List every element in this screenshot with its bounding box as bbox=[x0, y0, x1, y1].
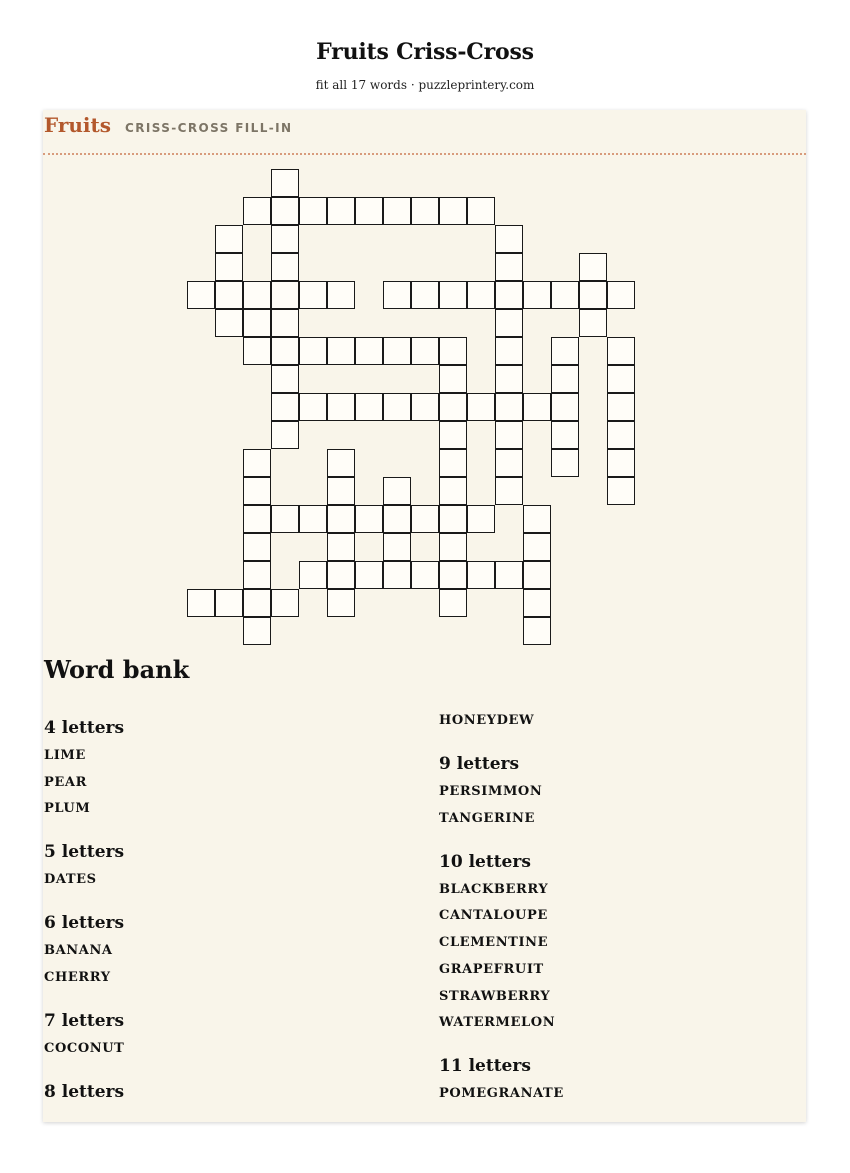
word-bank-entry: BLACKBERRY bbox=[439, 881, 549, 897]
grid-cell[interactable] bbox=[271, 337, 299, 365]
grid-cell[interactable] bbox=[271, 169, 299, 197]
grid-cell[interactable] bbox=[271, 281, 299, 309]
grid-cell[interactable] bbox=[495, 309, 523, 337]
grid-cell[interactable] bbox=[327, 477, 355, 505]
grid-cell[interactable] bbox=[495, 281, 523, 309]
grid-cell[interactable] bbox=[607, 281, 635, 309]
grid-cell[interactable] bbox=[299, 337, 327, 365]
word-group-heading: 7 letters bbox=[44, 1011, 125, 1032]
grid-cell[interactable] bbox=[523, 617, 551, 645]
grid-cell[interactable] bbox=[383, 477, 411, 505]
grid-cell[interactable] bbox=[299, 197, 327, 225]
grid-cell[interactable] bbox=[355, 337, 383, 365]
grid-cell[interactable] bbox=[551, 365, 579, 393]
grid-cell[interactable] bbox=[551, 393, 579, 421]
word-bank-entry: CANTALOUPE bbox=[439, 908, 548, 924]
grid-cell[interactable] bbox=[243, 589, 271, 617]
word-group-heading: 6 letters bbox=[44, 913, 125, 934]
word-bank-entry: PERSIMMON bbox=[439, 784, 543, 799]
grid-cell[interactable] bbox=[551, 421, 579, 449]
grid-cell[interactable] bbox=[439, 197, 467, 225]
grid-cell[interactable] bbox=[439, 533, 467, 561]
grid-cell[interactable] bbox=[383, 505, 411, 533]
grid-cell[interactable] bbox=[495, 365, 523, 393]
grid-cell[interactable] bbox=[411, 197, 439, 225]
grid-cell[interactable] bbox=[607, 365, 635, 393]
word-bank-entry: TANGERINE bbox=[439, 810, 536, 826]
grid-cell[interactable] bbox=[439, 561, 467, 589]
grid-cell[interactable] bbox=[243, 197, 271, 225]
grid-cell[interactable] bbox=[523, 533, 551, 561]
word-bank-entry: WATERMELON bbox=[439, 1015, 556, 1031]
word-group-heading: 10 letters bbox=[439, 851, 531, 872]
word-group-heading: 5 letters bbox=[44, 842, 125, 863]
crossword-grid bbox=[43, 110, 806, 670]
grid-cell[interactable] bbox=[467, 561, 495, 589]
grid-cell[interactable] bbox=[523, 505, 551, 533]
grid-cell[interactable] bbox=[439, 477, 467, 505]
grid-cell[interactable] bbox=[327, 589, 355, 617]
grid-cell[interactable] bbox=[523, 281, 551, 309]
grid-cell[interactable] bbox=[495, 225, 523, 253]
grid-cell[interactable] bbox=[215, 281, 243, 309]
grid-cell[interactable] bbox=[495, 449, 523, 477]
grid-cell[interactable] bbox=[187, 589, 215, 617]
grid-cell[interactable] bbox=[355, 197, 383, 225]
word-bank-entry: CHERRY bbox=[44, 970, 111, 986]
grid-cell[interactable] bbox=[383, 533, 411, 561]
page-subtitle: fit all 17 words · puzzleprintery.com bbox=[315, 78, 535, 92]
grid-cell[interactable] bbox=[327, 197, 355, 225]
grid-cell[interactable] bbox=[411, 505, 439, 533]
grid-cell[interactable] bbox=[495, 253, 523, 281]
grid-cell[interactable] bbox=[299, 561, 327, 589]
grid-cell[interactable] bbox=[299, 393, 327, 421]
word-bank-entry: CLEMENTINE bbox=[439, 935, 549, 951]
grid-cell[interactable] bbox=[271, 365, 299, 393]
grid-cell[interactable] bbox=[439, 365, 467, 393]
grid-cell[interactable] bbox=[327, 449, 355, 477]
grid-cell[interactable] bbox=[383, 197, 411, 225]
grid-cell[interactable] bbox=[495, 393, 523, 421]
grid-cell[interactable] bbox=[495, 477, 523, 505]
grid-cell[interactable] bbox=[383, 337, 411, 365]
grid-cell[interactable] bbox=[467, 393, 495, 421]
grid-cell[interactable] bbox=[243, 533, 271, 561]
grid-cell[interactable] bbox=[495, 337, 523, 365]
grid-cell[interactable] bbox=[355, 561, 383, 589]
word-bank-entry: STRAWBERRY bbox=[439, 988, 551, 1004]
grid-cell[interactable] bbox=[523, 561, 551, 589]
word-bank-entry: COCONUT bbox=[44, 1041, 125, 1057]
grid-cell[interactable] bbox=[243, 561, 271, 589]
grid-cell[interactable] bbox=[243, 449, 271, 477]
grid-cell[interactable] bbox=[243, 309, 271, 337]
grid-cell[interactable] bbox=[411, 281, 439, 309]
grid-cell[interactable] bbox=[299, 281, 327, 309]
word-bank-title: Word bank bbox=[44, 655, 190, 684]
grid-cell[interactable] bbox=[439, 505, 467, 533]
grid-cell[interactable] bbox=[467, 505, 495, 533]
grid-cell[interactable] bbox=[243, 281, 271, 309]
word-bank-entry: POMEGRANATE bbox=[439, 1086, 564, 1102]
puzzle-panel bbox=[43, 110, 806, 1122]
word-bank-entry: LIME bbox=[44, 748, 86, 763]
grid-cell[interactable] bbox=[467, 281, 495, 309]
grid-cell[interactable] bbox=[439, 281, 467, 309]
grid-cell[interactable] bbox=[215, 225, 243, 253]
word-bank-entry: PEAR bbox=[44, 774, 87, 790]
grid-cell[interactable] bbox=[523, 393, 551, 421]
word-bank-entry: DATES bbox=[44, 872, 97, 888]
grid-cell[interactable] bbox=[355, 505, 383, 533]
grid-cell[interactable] bbox=[523, 589, 551, 617]
grid-cell[interactable] bbox=[271, 589, 299, 617]
grid-cell[interactable] bbox=[607, 477, 635, 505]
grid-cell[interactable] bbox=[271, 309, 299, 337]
grid-cell[interactable] bbox=[579, 309, 607, 337]
grid-cell[interactable] bbox=[215, 309, 243, 337]
grid-cell[interactable] bbox=[383, 393, 411, 421]
grid-cell[interactable] bbox=[607, 393, 635, 421]
grid-cell[interactable] bbox=[551, 337, 579, 365]
grid-cell[interactable] bbox=[327, 281, 355, 309]
grid-cell[interactable] bbox=[243, 505, 271, 533]
grid-cell[interactable] bbox=[327, 533, 355, 561]
grid-cell[interactable] bbox=[383, 281, 411, 309]
grid-cell[interactable] bbox=[215, 253, 243, 281]
panel-title: Fruits bbox=[44, 113, 112, 137]
grid-cell[interactable] bbox=[271, 197, 299, 225]
grid-cell[interactable] bbox=[495, 561, 523, 589]
grid-cell[interactable] bbox=[355, 393, 383, 421]
grid-cell[interactable] bbox=[495, 421, 523, 449]
grid-cell[interactable] bbox=[215, 589, 243, 617]
grid-cell[interactable] bbox=[411, 561, 439, 589]
word-group-heading: 4 letters bbox=[44, 718, 125, 738]
page-title: Fruits Criss-Cross bbox=[316, 39, 534, 65]
grid-cell[interactable] bbox=[243, 337, 271, 365]
word-bank-entry: PLUM bbox=[44, 801, 91, 817]
grid-cell[interactable] bbox=[439, 449, 467, 477]
grid-cell[interactable] bbox=[467, 197, 495, 225]
word-group-heading: 11 letters bbox=[439, 1056, 531, 1077]
grid-cell[interactable] bbox=[271, 393, 299, 421]
grid-cell[interactable] bbox=[327, 505, 355, 533]
grid-cell[interactable] bbox=[607, 449, 635, 477]
grid-cell[interactable] bbox=[607, 337, 635, 365]
grid-cell[interactable] bbox=[271, 225, 299, 253]
grid-cell[interactable] bbox=[327, 393, 355, 421]
grid-cell[interactable] bbox=[327, 337, 355, 365]
grid-cell[interactable] bbox=[439, 589, 467, 617]
grid-cell[interactable] bbox=[299, 505, 327, 533]
grid-cell[interactable] bbox=[439, 393, 467, 421]
grid-cell[interactable] bbox=[411, 337, 439, 365]
word-bank-entry: HONEYDEW bbox=[439, 713, 535, 728]
word-group-heading: 9 letters bbox=[439, 754, 520, 774]
word-bank-entry: GRAPEFRUIT bbox=[439, 961, 544, 977]
word-group-heading: 8 letters bbox=[44, 1082, 125, 1103]
grid-cell[interactable] bbox=[243, 617, 271, 645]
grid-cell[interactable] bbox=[187, 281, 215, 309]
grid-cell[interactable] bbox=[607, 421, 635, 449]
grid-cell[interactable] bbox=[439, 421, 467, 449]
word-bank-entry: BANANA bbox=[44, 943, 113, 959]
grid-cell[interactable] bbox=[439, 337, 467, 365]
grid-cell[interactable] bbox=[411, 393, 439, 421]
grid-cell[interactable] bbox=[271, 253, 299, 281]
puzzle-type-label: CRISS-CROSS FILL-IN bbox=[125, 121, 293, 135]
grid-cell[interactable] bbox=[271, 505, 299, 533]
grid-cell[interactable] bbox=[327, 561, 355, 589]
grid-cell[interactable] bbox=[243, 477, 271, 505]
grid-cell[interactable] bbox=[579, 281, 607, 309]
grid-cell[interactable] bbox=[383, 561, 411, 589]
grid-cell[interactable] bbox=[551, 449, 579, 477]
grid-cell[interactable] bbox=[551, 281, 579, 309]
grid-cell[interactable] bbox=[271, 421, 299, 449]
grid-cell[interactable] bbox=[579, 253, 607, 281]
